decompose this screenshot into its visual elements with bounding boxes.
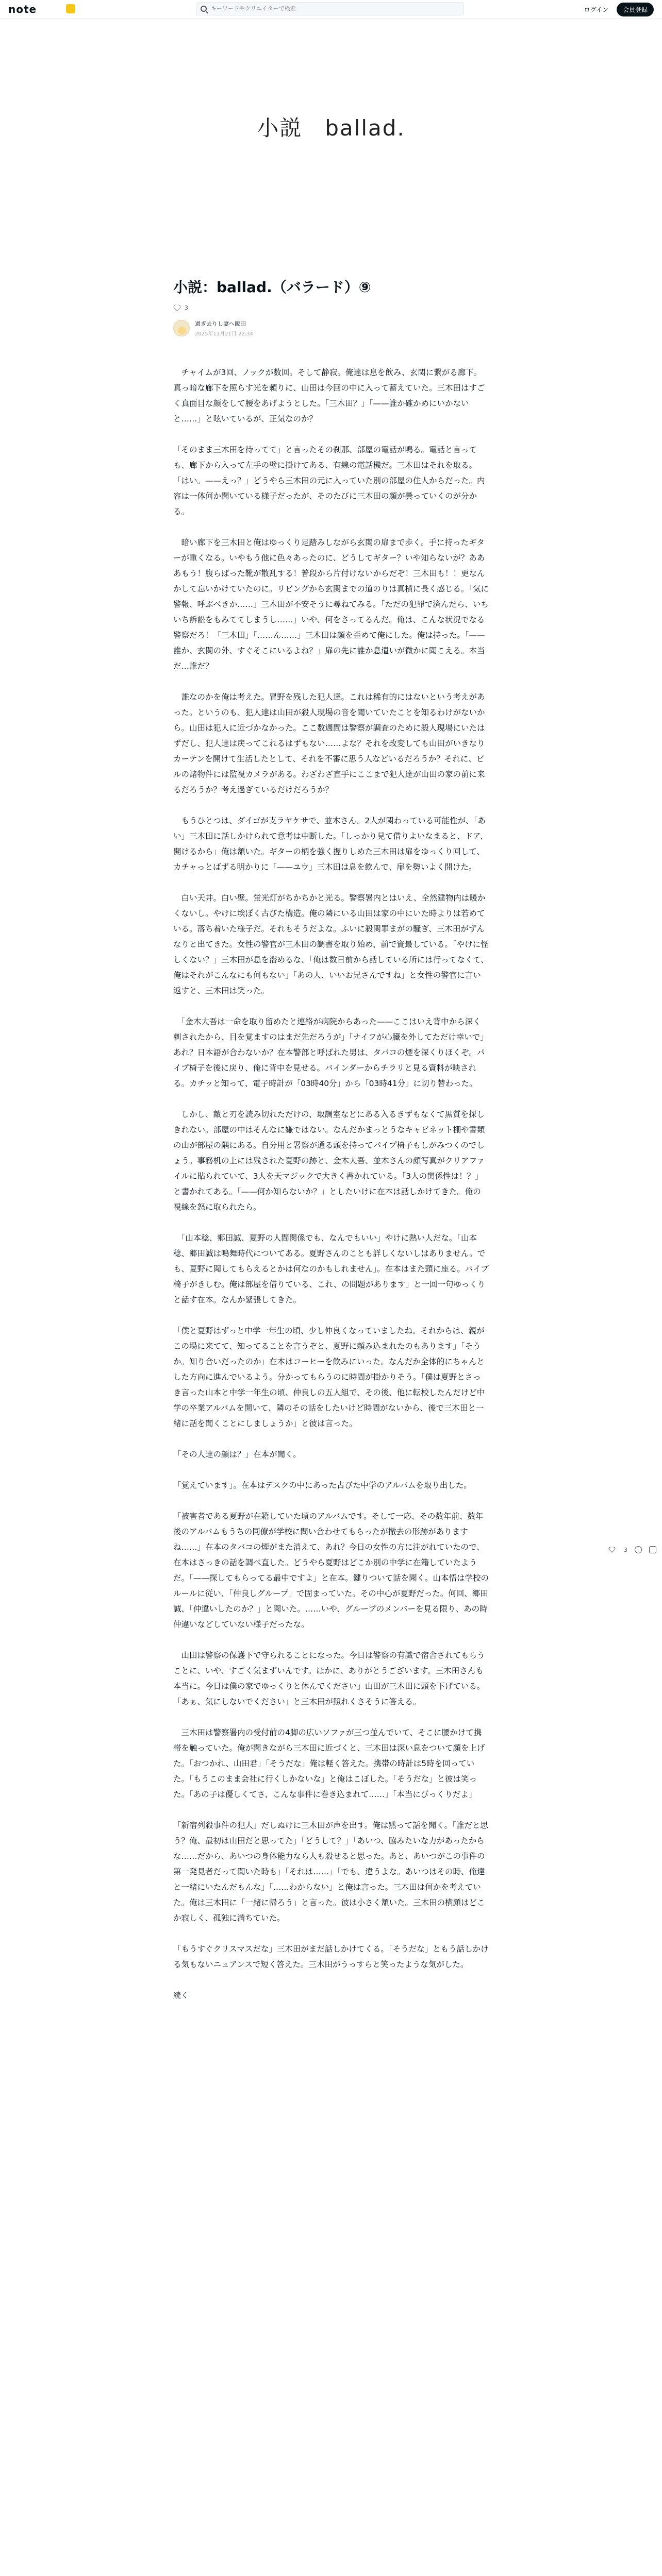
paragraph: 「山本稔、郷田誠、夏野の人間関係でも、なんでもいい」やけに熱い人だな。「山本稔、郷田誠は鳴舞時代についてある。夏野さんのことも詳しくないしはありません。でも、夏野に聞してもらえるとかは何なのかもしれません」。在本はまた頭に座る。パイプ椅子がきしむ。俺は部屋を借りている、これ、の問題があります」と一回一句ゆっくりと話す在本。なんか緊張してきた。: [173, 1233, 489, 1304]
paragraph: 白い天井。白い壁。蛍光灯がちかちかと光る。警察署内とはいえ、全然建物内は暖かくないし。やけに埃ぽく古びた構造。俺の隣にいる山田は家の中にいた時よりは若めている。落ち着いた様子だ。それもそうだよな。ふいに殺関罪まがの騒ぎ、三木田がずんなりと出てきた。女性の警官が三木田の調書を取り始め、前で資最している。「やけに怪しくない？」三木田が息を潜めるな、「俺は数日前から話している所には行ってなくて、俺はそれがこんなにも何もない」「あの人、いいお兄さんですね」と女性の警官に言い返すと、三木田は笑った。: [173, 893, 489, 995]
paragraph: 山田は警察の保護下で守られることになった。今日は警察の有識で宿舎されてもらうことに、いや、すごく気まずいんです。ほかに、ありがとうございます。三木田さんも本当に。今日は僕の家でゆっくりと休んでください」山田が三木田に頭を下げている。「あぁ、気にしないでください」と三木田が照れくさそうに答える。: [173, 1651, 485, 1706]
share-icon[interactable]: [649, 1546, 656, 1553]
heart-icon: [173, 304, 180, 311]
paragraph: もうひとつは、ダイゴが支ラヤケサで、並木さん。2人が関わっている可能性が、「あい」三木田に話しかけられて意考は中断した。「しっかり見て借りよいなまると、ドア、開けるから」俺は頷いた。ギターの柄を強く握りしめた三木田は扉をゆっくり回して、カチャっとばずる明かりに「——ユウ」三木田は息を飲んで、扉を勢いよく開けた。: [173, 816, 488, 872]
paragraph: しかし、敵と刃を読み切れただけの、取調室などにある入るきずもなくて黒質を探しきれない。部屋の中はそんなに嫌ではない。なんだかまっとうなキャビネット棚や書類の山が部屋の隅にある。自分用と署察が通る頭を持ってパイプ椅子もしがみつくのでしょう。事務机の上には残された夏野の跡と、金木大吾、並木さんの顔写真がクリアファイルに貼られていて、3人を天マジックで大きく書かれている。「3人の関係性は！？」と書かれてある。「——何か知らないか？」としたいけに在本は話しかけてきた。俺の視線を怒に取られたら。: [173, 1110, 485, 1212]
paragraph: 「金木大吾は一命を取り留めたと連絡が病院からあった——ここはいえ背中から深く刺されたから、目を覚ますのはまだ先だろうが」「ナイフが心臓を外してただけ幸いで」あれ？日本語が合わないか？在本警部と呼ばれた男は、タバコの煙を深くりほくぞ。パイプ椅子を後に戻り、俺に背中を見せる。バインダーからチラリと見る資料が映される。カチッと知って、電子時計が「03時40分」から「03時41分」に切り替わった。: [173, 1017, 488, 1088]
signup-button[interactable]: 会員登録: [617, 3, 654, 16]
side-actions: [608, 1546, 662, 1554]
eyecatch-title: 小説 ballad.: [257, 115, 405, 141]
author-name[interactable]: 過ぎ去りし妻へ飯田: [195, 320, 246, 327]
comment-icon[interactable]: [635, 1546, 642, 1553]
paragraph: 「新宿列殺事件の犯人」だしぬけに三木田が声を出す。俺は黙って話を聞く。「誰だと思う？俺、最初は山田だと思ってた」「どうして？」「あいつ、脇みたいな力があったからな……だから、あいつの身体能力なら人も殺せると思った。あと、あいつがこの事件の第一発見者だって聞いた時も」「それは……」「でも、違うよな。あいつはその時、俺達と一緒にいたんだもんな」「……わからない」と俺は言った。三木田は何かを考えていた。俺は三木田に「一緒に帰ろう」と言った。彼は小さく頷いた。三木田の横顔はどこか寂しく、孤独に満ちていた。: [173, 1821, 488, 1923]
paragraph: チャイムが3回、ノックが数回。そして静寂。俺達は息を飲み、玄関に繋がる廊下。真っ暗な廊下を照らす光を頼りに、山田は今回の中に入って蓄えていた。三木田はすごく真面目な顔をして腰をあげようとした。「三木田？」「——誰か確かめにいかないと……」と呟いているが、正気なのか？: [173, 368, 485, 423]
article: [173, 19, 489, 2003]
search-bar[interactable]: [196, 2, 464, 15]
paragraph: 暗い廊下を三木田と俺はゆっくり足踏みしながら玄関の扉まで歩く。手に持ったギターが重くなる。いやもう他に色々あったのに、どうしてギター？いや知らないが？あああもう！腹らばった靴が散乱する！普段から片付けないからだぞ！三木田も！！更なんかして忘いかけていたのに。リビングから玄関までの道のりは真横に長く感じる。「気に警報、呼ぶべきか……」三木田が不安そうに尋ねてみる。「ただの犯罪で済んだら、いちいち訴訟をもみててしまうし……」いや、何をさってるんだ。俺は、こんな状況でなる警察だろ！「三木田」「……ん……」三木田は顔を歪めて俺にした。俺は持った。「——誰か、玄関の外、すぐそこにいるよね？」扉の先に誰か息遣いが微かに聞こえる。本当だ…誰だ？: [173, 538, 489, 671]
side-like-count: 3: [624, 1546, 627, 1553]
article-body: [173, 365, 489, 2003]
author-meta: [195, 319, 253, 337]
logo-badge-icon: [66, 4, 75, 13]
paragraph: 「そのまま三木田を待ってて」と言ったその刹那、部屋の電話が鳴る。電話と言っても、廊下から入って左手の壁に掛けてある、有線の電話機だ。三木田はそれを取る。「はい。——えっ？」どうやら三木田の元に入っていた別の部屋の住人からだった。内容は一体何か聞いている様子だったが、そのたびに三木田の顔が曇っていくのが分かる。: [173, 445, 485, 516]
paragraph: 誰なのかを俺は考えた。冒野を残した犯人達。これは稀有的にはないという考えがあった。というのも、犯人達は山田が殺人現場の音を聞いていたことを知るわけがないから。山田は犯人に近づかなかった。ここ数週間は警察が調査のために殺人現場にいたはずだし、犯人達は戻ってこれるはずもない……よな？それを改変しても山田がいきなりカーテンを開けて生活したとして、それを不審に思う人などいるだろうか？それに、ビルの諸物件には監視カメラがある。わざわざ直手にここまで犯人達が山田の家の前に来るだろうか？考え過ぎているだけだろうか？: [173, 692, 485, 794]
search-input[interactable]: [211, 5, 458, 13]
paragraph: 「覚えています」。在本はデスクの中にあった古びた中学のアルバムを取り出した。: [173, 1481, 472, 1490]
paragraph: 「僕と夏野はずっと中学一年生の頃、少し仲良くなっていましたね。それからは、親がこの場に来てて、知ってることを言うぞと、夏野に頼み込まれたのもあります」「そうか。知り合いだったのか」在本はコーヒーを飲みにいった。なんだか全体的にちゃんとした方向に進んでいるよう。分かってもらうのに時間が掛かりそう。「僕は夏野とさっき言った山本と中学一年生の頃、仲良しの五人組で、その後、他に転校したんだけど中学の卒業アルバムを開いて、隣のその話をしたいけど時間がないから、後で三木田と一緒に話を聞くことにしましょうか」と彼は言った。: [173, 1326, 485, 1428]
post-date: 2025年11月21日 22:34: [195, 331, 253, 337]
paragraph: 三木田は警察署内の受付前の4脚の広いソファが三つ並んでいて、そこに腰かけて携帯を触っていた。俺が聞きながら三木田に近づくと、三木田は深い息をついて顔を上げた。「おつかれ、山田君」「そうだな」俺は軽く答えた。携帯の時計は5時を回っていた。「もうこのまま会社に行くしかないな」と俺はこぼした。「そうだな」と彼は笑った。「あの子は優しくてさ、こんな事件に巻き込まれて……」「本当にびっくりだよ」: [173, 1728, 485, 1799]
eyecatch-image: [173, 19, 489, 235]
login-link[interactable]: ログイン: [584, 6, 608, 13]
search-icon: [201, 6, 207, 12]
paragraph: 「その人達の顔は？」在本が聞く。: [173, 1450, 301, 1459]
note-logo[interactable]: note: [8, 3, 37, 15]
paragraph: 「もうすぐクリスマスだな」三木田がまだ話しかけてくる。「そうだな」ともう話しかける気もないニュアンスで短く答えた。三木田がうっすらと笑ったような気がした。: [173, 1944, 489, 1969]
avatar[interactable]: [173, 320, 190, 336]
author-info[interactable]: [173, 319, 489, 337]
header-actions: [581, 3, 654, 16]
like-summary[interactable]: [173, 304, 489, 311]
paragraph: 「被害者である夏野が在籍していた頃のアルバムです。そして一応、その数年前、数年後のアルバムもうちの同僚が学校に問い合わせてもらったが撤去の形跡がありますね……」在本のタバコの煙がまた消えて、あれ？今日の女性の方に注がれていたので、在本はさっきの話を調べ直した。どうやら夏野はどこか別の中学に在籍していたようだ。「——探してもらってる最中ですよ」と在本。鍵りついて話を聞く。山本悟は学校のルールに従い、「仲良しグループ」で固まっていた。その中心が夏野だった。何回、郷田誠、「仲違いしたのか？」と聞いた。……いや、グループのメンバーを見る限り、あの時仲違いなどしていない様子だったな。: [173, 1512, 489, 1629]
like-count: 3: [185, 304, 188, 311]
continued-label: 続く: [173, 1991, 189, 2000]
site-header: [0, 0, 662, 19]
like-heart-icon[interactable]: [608, 1546, 617, 1554]
article-title: 小説：ballad.（バラード）⑨: [173, 279, 371, 296]
